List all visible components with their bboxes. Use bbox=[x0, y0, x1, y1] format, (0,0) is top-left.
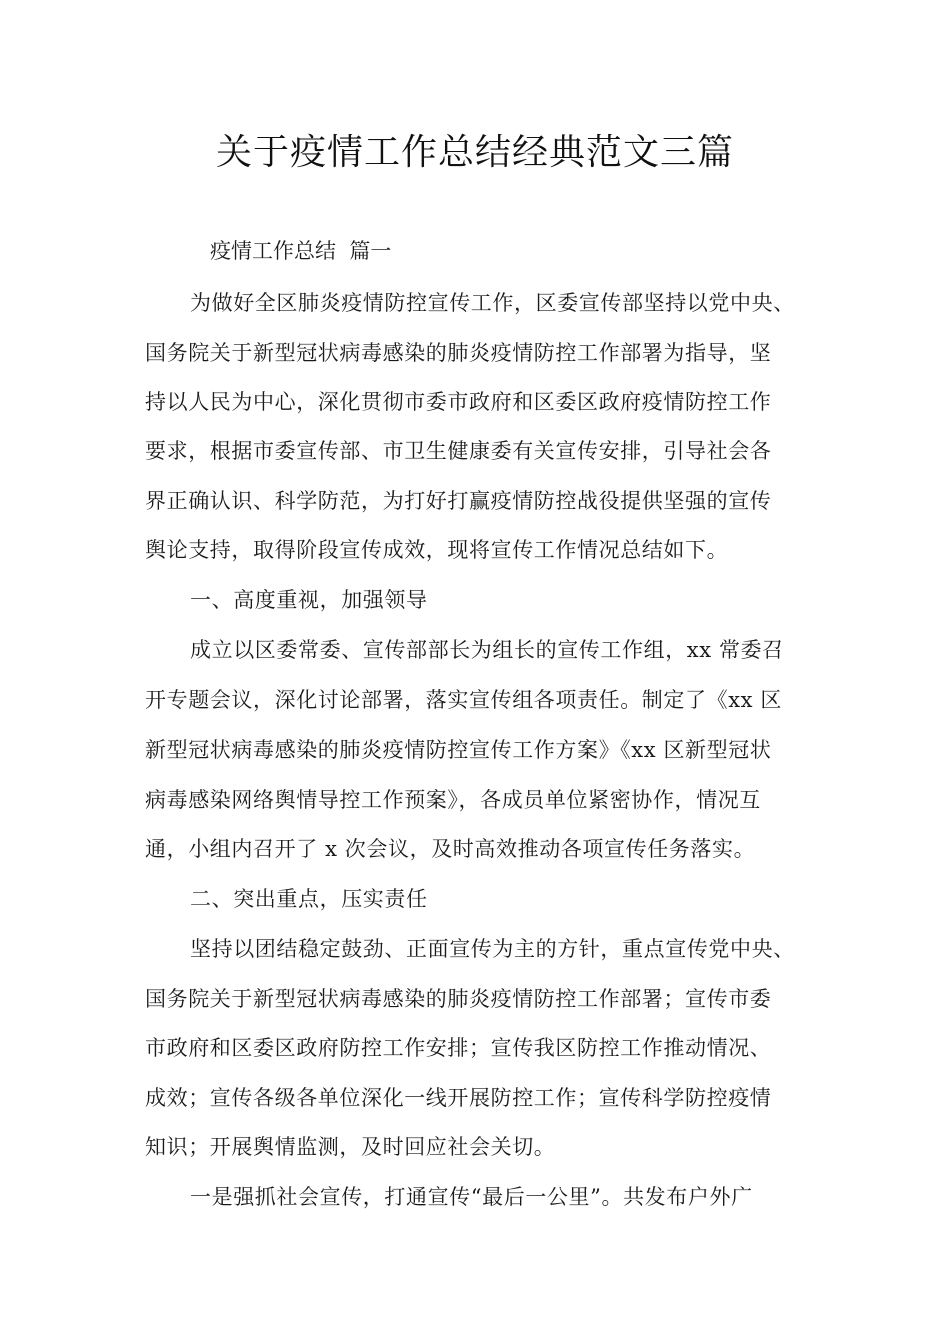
paragraph-line: 新型冠状病毒感染的肺炎疫情防控宣传工作方案》《xx 区新型冠状 bbox=[145, 738, 772, 762]
paragraph-line: 要求，根据市委宣传部、市卫生健康委有关宣传安排，引导社会各 bbox=[145, 439, 772, 463]
paragraph-line: 持以人民为中心，深化贯彻市委市政府和区委区政府疫情防控工作 bbox=[145, 390, 772, 414]
paragraph-line: 成效；宣传各级各单位深化一线开展防控工作；宣传科学防控疫情 bbox=[145, 1086, 772, 1110]
paragraph-line: 坚持以团结稳定鼓劲、正面宣传为主的方针，重点宣传党中央、 bbox=[190, 937, 795, 961]
paragraph-line: 成立以区委常委、宣传部部长为组长的宣传工作组，xx 常委召 bbox=[190, 638, 784, 662]
paragraph-line: 界正确认识、科学防范，为打好打赢疫情防控战役提供坚强的宣传 bbox=[145, 489, 772, 513]
paragraph-line: 通，小组内召开了 x 次会议，及时高效推动各项宣传任务落实。 bbox=[145, 837, 756, 861]
paragraph-line: 一是强抓社会宣传，打通宣传“最后一公里”。共发布户外广 bbox=[190, 1185, 753, 1209]
document-title: 关于疫情工作总结经典范文三篇 bbox=[215, 132, 734, 173]
paragraph-line: 市政府和区委区政府防控工作安排；宣传我区防控工作推动情况、 bbox=[145, 1036, 772, 1060]
section-heading: 一、高度重视，加强领导 bbox=[190, 588, 428, 612]
paragraph-line: 舆论支持，取得阶段宣传成效，现将宣传工作情况总结如下。 bbox=[145, 538, 729, 562]
paragraph-line: 为做好全区肺炎疫情防控宣传工作，区委宣传部坚持以党中央、 bbox=[190, 291, 795, 315]
paragraph-line: 知识；开展舆情监测，及时回应社会关切。 bbox=[145, 1135, 556, 1159]
section-subtitle: 疫情工作总结 篇一 bbox=[210, 239, 392, 263]
paragraph-line: 开专题会议，深化讨论部署，落实宣传组各项责任。制定了《xx 区 bbox=[145, 688, 782, 712]
section-heading: 二、突出重点，压实责任 bbox=[190, 887, 428, 911]
paragraph-line: 病毒感染网络舆情导控工作预案》，各成员单位紧密协作，情况互 bbox=[145, 788, 761, 812]
paragraph-line: 国务院关于新型冠状病毒感染的肺炎疫情防控工作部署为指导，坚 bbox=[145, 341, 772, 365]
paragraph-line: 国务院关于新型冠状病毒感染的肺炎疫情防控工作部署；宣传市委 bbox=[145, 987, 772, 1011]
